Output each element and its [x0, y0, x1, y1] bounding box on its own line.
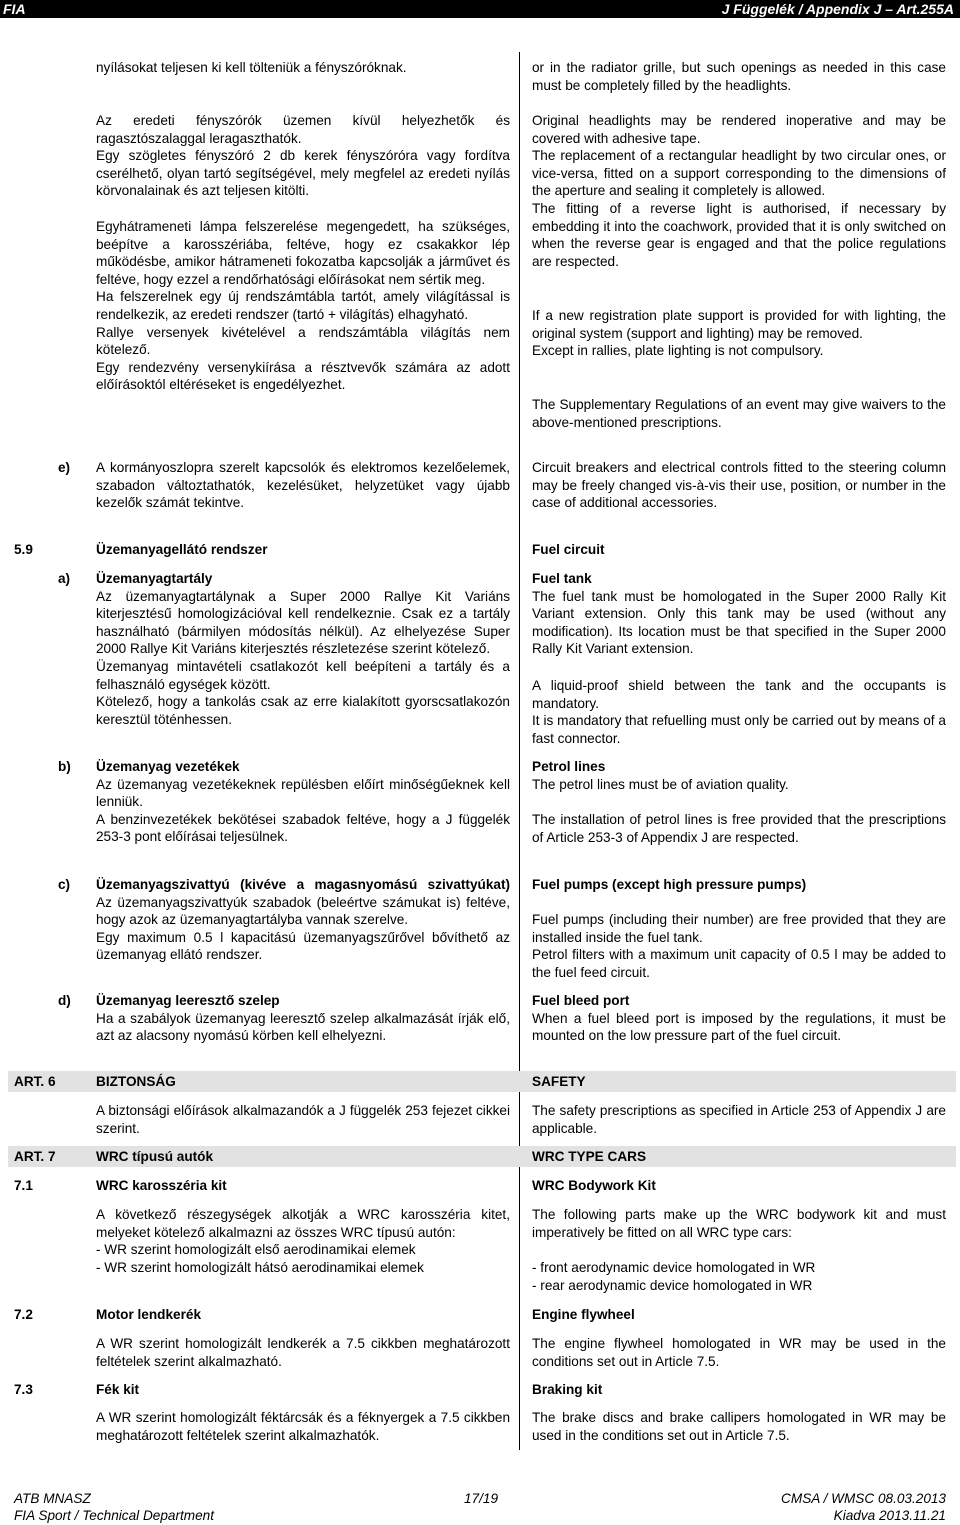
header-right: J Függelék / Appendix J – Art.255A [721, 1, 954, 17]
hu-petrol-lines-title: Üzemanyag vezetékek [96, 759, 240, 774]
hu-section-7-1-title: WRC karosszéria kit [96, 1178, 227, 1193]
hu-braking-text: A WR szerint homologizált féktárcsák és a féknyergek a 7.5 cikkben meghatározott feltételek szerint alkalmazhatók. [96, 1410, 510, 1443]
en-fuel-tank-p2: A liquid-proof shield between the tank and the occupants is mandatory. [532, 678, 946, 711]
hu-fuel-bleed-title: Üzemanyag leeresztő szelep [96, 993, 280, 1008]
en-petrol-lines-block [532, 758, 946, 793]
hu-fuel-pumps-title: Üzemanyagszivattyú (kivéve a magasnyomású szivattyúkat) [96, 877, 510, 892]
hu-fuel-bleed-p1: Ha a szabályok üzemanyag leeresztő szelep alkalmazását írják elő, azt az alacsony nyomású körben kell elhelyezni. [96, 1010, 510, 1044]
en-intro-block [532, 112, 946, 270]
hu-petrol-lines-p2: A benzinvezetékek bekötései szabadok feltéve, hogy a J függelék 253-3 pont előírásai teljesülnek. [96, 811, 510, 845]
hu-flywheel-text: A WR szerint homologizált lendkerék a 7.5 cikkben meghatározott feltételek szerint alkalmazható. [96, 1336, 510, 1369]
en-item-e: Circuit breakers and electrical controls fitted to the steering column may be freely changed vis-à-vis their use, position, or number in the case of additional accessories. [532, 460, 946, 511]
en-intro-3: The replacement of a rectangular headlight by two circular ones, or vice-versa, fitted on a support corresponding to the dimensions of the aperture and sealing it completely is allowed. [532, 148, 946, 199]
en-fuel-bleed-p1: When a fuel bleed port is imposed by the regulations, it must be mounted on the low pressure part of the fuel circuit. [532, 1010, 946, 1044]
en-bodywork-li2: - rear aerodynamic device homologated in WR [532, 1277, 813, 1293]
hu-fuel-pumps-p1: Az üzemanyagszivattyúk szabadok (beleértve számukat is) feltéve, hogy azok az üzemanyagtartályba vannak szerelve. [96, 894, 510, 928]
en-fuel-tank-p1: The fuel tank must be homologated in the Super 2000 Rally Kit Variant extension. Only this tank may be used (without any modification). Its location must be that specified in the Super 2000 Rally Kit Variant extension. [532, 588, 946, 657]
header-left: FIA [3, 1, 26, 17]
en-intro-2: Original headlights may be rendered inoperative and may be covered with adhesive tape. [532, 113, 946, 146]
hu-fuel-pumps-p2: Egy maximum 0.5 l kapacitású üzemanyagszűrővel bővíthető az üzemanyag ellátó rendszer. [96, 929, 510, 963]
art7-number: ART. 7 [14, 1149, 56, 1164]
art6-number: ART. 6 [14, 1074, 56, 1089]
hu-section-7-3-title: Fék kit [96, 1382, 140, 1397]
footer-department: FIA Sport / Technical Department [14, 1508, 214, 1523]
en-fuel-tank-block [532, 570, 946, 658]
en-petrol-lines-title: Petrol lines [532, 759, 606, 774]
en-petrol-lines-p1: The petrol lines must be of aviation quality. [532, 776, 789, 792]
hu-fuel-tank-p3: Kötelező, hogy a tankolás csak az erre kialakított gyorscsatlakozón keresztül töténhessen. [96, 694, 510, 727]
en-art7-title: WRC TYPE CARS [532, 1149, 647, 1164]
en-fuel-pumps-p2: Petrol filters with a maximum unit capacity of 0.5 l may be added to the fuel feed circuit. [532, 947, 946, 980]
hu-reverse-block [96, 218, 510, 394]
hu-item-e: A kormányoszlopra szerelt kapcsolók és elektromos kezelőelemek, szabadon változtathatók, kezelésüket, helyzetüket vagy újabb kezelők számát tekintve. [96, 460, 510, 511]
hu-fuel-tank-block [96, 570, 510, 728]
hu-intro-6: Rallye versenyek kivételével a rendszámtábla világítás nem kötelező. [96, 324, 510, 358]
hu-art7-title: WRC típusú autók [96, 1149, 214, 1164]
hu-intro-5: Ha felszerelnek egy új rendszámtábla tartót, amely világítással is rendelkezik, az eredeti rendszer (tartó + világítás) elhagyható. [96, 289, 510, 322]
hu-intro-4: Egyhátrameneti lámpa felszerelése megengedett, ha szükséges, beépítve a karosszériába, feltéve, hogy ez csakakkor lép működésbe, amikor hátrameneti fokozatba kapcsolják a járművet és feltéve, hogy ezzel a rendőrhatósági előírásokat nem sértik meg. [96, 219, 510, 287]
column-divider [519, 52, 520, 1450]
hu-intro-block [96, 112, 510, 200]
page-number: 17/19 [464, 1491, 499, 1506]
en-plate-block [532, 307, 946, 360]
hu-intro-2: Az eredeti fényszórók üzemen kívül helyezhetők és ragasztószalaggal leragaszthatók. [96, 113, 510, 146]
hu-intro-1: nyílásokat teljesen ki kell tölteniük a fényszóróknak. [96, 60, 407, 75]
en-fuel-bleed-title: Fuel bleed port [532, 993, 630, 1008]
en-art6-title: SAFETY [532, 1074, 586, 1089]
en-bodywork-li1: - front aerodynamic device homologated in WR [532, 1260, 816, 1275]
en-intro-7: The Supplementary Regulations of an event may give waivers to the above-mentioned prescriptions. [532, 397, 946, 430]
item-b-label: b) [58, 759, 71, 774]
en-fuel-pumps-p1: Fuel pumps (including their number) are free provided that they are installed inside the fuel tank. [532, 912, 946, 945]
hu-bodywork-li2: - WR szerint homologizált hátsó aerodinamikai elemek [96, 1259, 424, 1275]
hu-intro-3: Egy szögletes fényszóró 2 db kerek fényszóróra vagy fordítva cserélhető, olyan tartó segítségével, mely megfelel az eredeti nyílás körvonalainak és azt teljesen kitölti. [96, 148, 510, 199]
en-intro-1: or in the radiator grille, but such openings as needed in this case must be completely filled by the headlights. [532, 60, 946, 93]
hu-bodywork-li1: - WR szerint homologizált első aerodinamikai elemek [96, 1242, 416, 1258]
item-c-label: c) [58, 877, 71, 892]
hu-petrol-lines-block [96, 758, 510, 846]
en-section-7-3-title: Braking kit [532, 1382, 603, 1397]
item-a-label: a) [58, 571, 71, 586]
hu-intro-7: Egy rendezvény versenykiírása a résztvevők számára az adott előírásoktól eltéréseket is engedélyezhet. [96, 359, 510, 393]
section-5-9-number: 5.9 [14, 542, 33, 557]
en-section-7-1-title: WRC Bodywork Kit [532, 1178, 656, 1193]
en-fuel-pumps-block [532, 911, 946, 981]
hu-fuel-pumps-block [96, 876, 510, 964]
en-fuel-bleed-block [532, 992, 946, 1045]
hu-art6-title: BIZTONSÁG [96, 1074, 176, 1089]
hu-section-7-2-title: Motor lendkerék [96, 1307, 201, 1322]
hu-petrol-lines-p1: Az üzemanyag vezetékeknek repülésben előírt minőségűeknek kell lenniük. [96, 776, 510, 810]
section-7-1-number: 7.1 [14, 1178, 33, 1193]
item-e-label: e) [58, 460, 71, 475]
section-7-2-number: 7.2 [14, 1307, 33, 1322]
en-fuel-tank-title: Fuel tank [532, 571, 592, 586]
hu-bodywork-block [96, 1206, 510, 1276]
en-bodywork-p1: The following parts make up the WRC bodywork kit and must imperatively be fitted on all WRC type cars: [532, 1207, 946, 1240]
footer-approval: CMSA / WMSC 08.03.2013 [781, 1491, 946, 1506]
en-flywheel-text: The engine flywheel homologated in WR may be used in the conditions set out in Article 7.5. [532, 1336, 946, 1369]
hu-section-5-9-title: Üzemanyagellátó rendszer [96, 542, 268, 557]
en-section-7-2-title: Engine flywheel [532, 1307, 635, 1322]
en-bodywork-list [532, 1259, 946, 1294]
en-section-5-9-title: Fuel circuit [532, 542, 605, 557]
hu-fuel-tank-title: Üzemanyagtartály [96, 571, 213, 586]
en-fuel-tank-block-2 [532, 677, 946, 747]
hu-art6-text: A biztonsági előírások alkalmazandók a J függelék 253 fejezet cikkei szerint. [96, 1103, 510, 1136]
en-fuel-pumps-title: Fuel pumps (except high pressure pumps) [532, 877, 807, 892]
page-header [0, 0, 960, 18]
item-d-label: d) [58, 993, 71, 1008]
hu-fuel-bleed-block [96, 992, 510, 1045]
footer-org: ATB MNASZ [14, 1491, 91, 1506]
en-intro-4: The fitting of a reverse light is authorised, if necessary by embedding it into the coachwork, provided that it is only switched on when the reverse gear is engaged and that the police regulations are respected. [532, 200, 946, 269]
en-intro-5: If a new registration plate support is provided for with lighting, the original system (support and lighting) may be removed. [532, 308, 946, 341]
en-petrol-lines-p2: The installation of petrol lines is free provided that the prescriptions of Article 253-3 of Appendix J are respected. [532, 812, 946, 845]
en-intro-6: Except in rallies, plate lighting is not compulsory. [532, 343, 824, 359]
footer-issued: Kiadva 2013.11.21 [833, 1508, 946, 1523]
en-art6-text: The safety prescriptions as specified in Article 253 of Appendix J are applicable. [532, 1103, 946, 1136]
hu-fuel-tank-p1: Az üzemanyagtartálynak a Super 2000 Rallye Kit Variáns kiterjesztésű homologizációval kell rendelkeznie. Csak ez a tartály használható (bármilyen módosítás nélkül). Az elhelyezése Super 2000 Rallye Kit Variáns kiterjesztés részletezése szerint kötelező. [96, 588, 510, 657]
en-fuel-tank-p3: It is mandatory that refuelling must only be carried out by means of a fast connector. [532, 713, 946, 746]
hu-bodywork-p1: A következő részegységek alkotják a WRC karosszéria kitet, melyeket kötelező alkalmazni az összes WRC típusú autón: [96, 1207, 510, 1240]
section-7-3-number: 7.3 [14, 1382, 33, 1397]
en-braking-text: The brake discs and brake callipers homologated in WR may be used in the conditions set out in Article 7.5. [532, 1410, 946, 1443]
hu-fuel-tank-p2: Üzemanyag mintavételi csatlakozót kell beépíteni a tartály és a felhasználó egységek között. [96, 658, 510, 692]
